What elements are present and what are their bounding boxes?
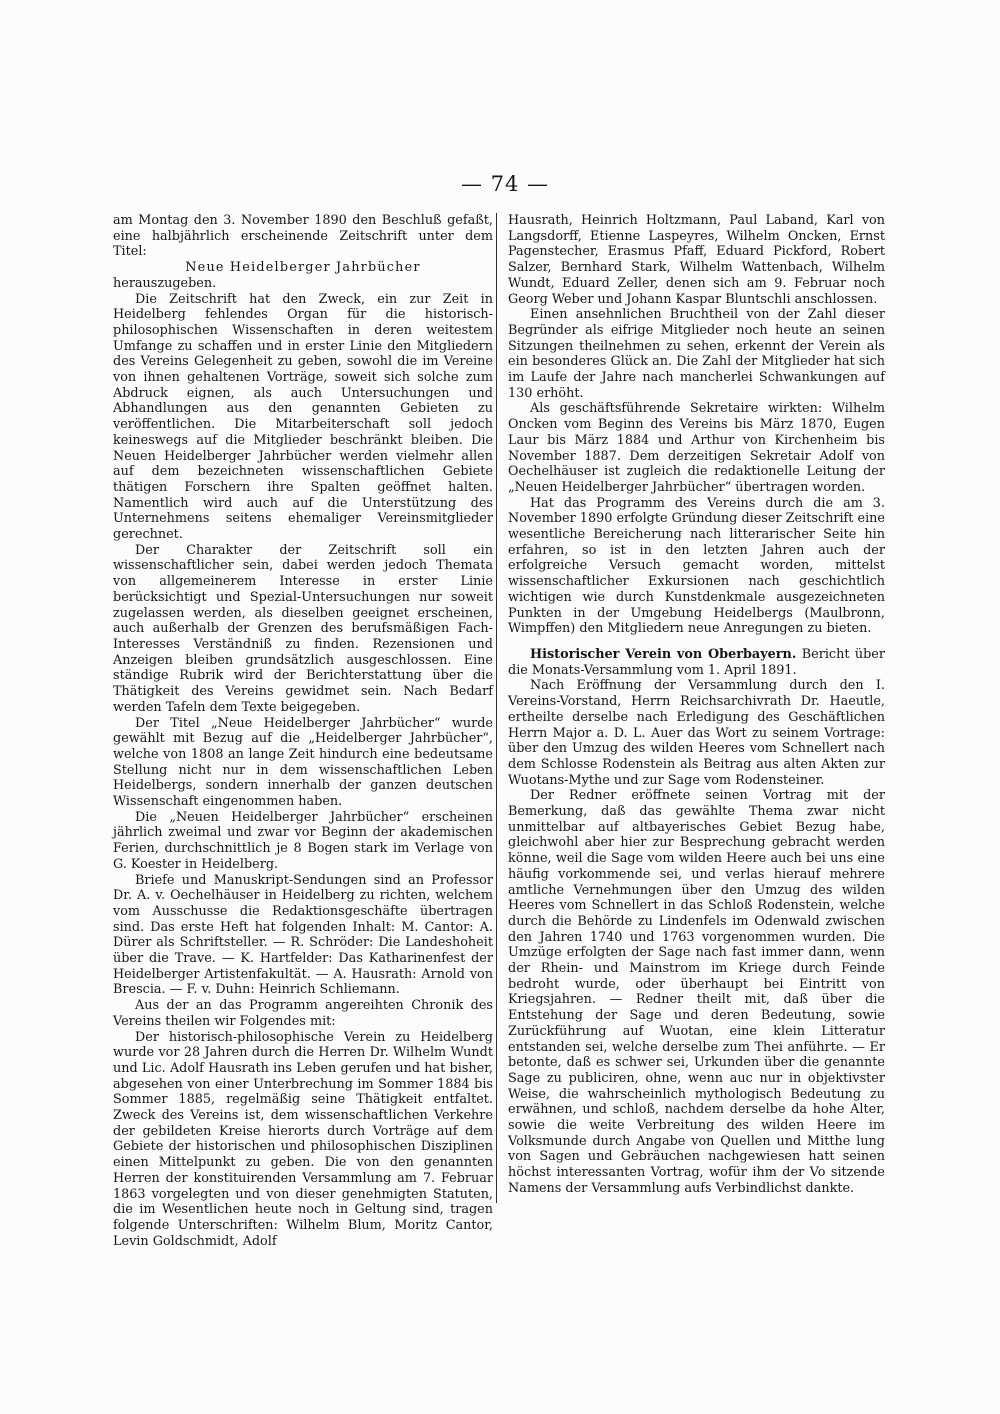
paragraph-text: Der Titel „Neue Heidelberger Jahrbücher“ wurde gewählt mit Bezug auf die „Heidelberger Jahrbücher“, welche von 1808 an lange Zeit hindurch eine bedeutsame Stellung nicht nur in dem wissenschaftlichen Leben Heidelbergs, sondern innerhalb der ganzen deutschen Wissenschaft eingenommen haben. <box>113 715 493 810</box>
paragraph-text: Der historisch-philosophische Verein zu Heidelberg wurde vor 28 Jahren durch die Herren Dr. Wilhelm Wundt und Lic. Adolf Hausrath ins Leben gerufen und hat bisher, abgesehen von einer Unterbrechung im Sommer 1884 bis Sommer 1885, regelmäßig seine Thätigkeit entfaltet. Zweck des Vereins ist, dem wissenschaftlichen Verkehre der gebildeten Kreise hierorts durch Vorträge auf dem Gebiete der historischen und philosophischen Disziplinen einen Mittelpunkt zu geben. Die von den genannten Herren der konstituirenden Versammlung am 7. Februar 1863 vorgelegten und von dieser genehmigten Statuten, die im Wesentlichen heute noch in Geltung sind, tragen folgende Unterschriften: Wilhelm Blum, Moritz Cantor, Levin Goldschmidt, Adolf <box>113 1029 493 1249</box>
paragraph-text: Einen ansehnlichen Bruchtheil von der Zahl dieser Begründer als eifrige Mitglieder noch heute an seinen Sitzungen theilnehmen zu sehen, erkennt der Verein als ein besonderes Glück an. Die Zahl der Mitglieder hat sich im Laufe der Jahre nach mancherlei Schwankungen auf 130 erhöht. <box>508 307 885 401</box>
paragraph-text: Neue Heidelberger Jahrbücher <box>185 260 421 276</box>
paragraph <box>508 307 885 401</box>
paragraph <box>508 788 885 1196</box>
paragraph-text: Als geschäftsführende Sekretaire wirkten: Wilhelm Oncken vom Beginn des Vereins bis März 1870, Eugen Laur bis März 1884 und Arthur von Kirchenheim bis November 1887. Dem derzeitigen Sekretair Adolf von Oechelhäuser ist zugleich die redaktionelle Leitung der „Neuen Heidelberger Jahrbücher“ übertragen worden. <box>508 401 885 495</box>
paragraph-text: Aus der an das Programm angereihten Chronik des Vereins theilen wir Folgendes mit: <box>113 998 493 1029</box>
paragraph-text: Hausrath, Heinrich Holtzmann, Paul Laband, Karl von Langsdorff, Etienne Laspeyres, Wilhelm Oncken, Ernst Pagenstecher, Erasmus Pfaff, Eduard Pickford, Robert Salzer, Bernhard Stark, Wilhelm Wattenbach, Wilhelm Wundt, Eduard Zeller, denen sich am 9. Februar noch Georg Weber und Johann Kaspar Bluntschli anschlossen. <box>508 213 885 307</box>
paragraph <box>508 678 885 788</box>
paragraph <box>508 401 885 495</box>
paragraph <box>508 647 885 678</box>
page-number: — 74 — <box>460 172 550 196</box>
paragraph-text: Nach Eröffnung der Versammlung durch den I. Vereins-Vorstand, Herrn Reichsarchivrath Dr. Haeutle, ertheilte derselbe nach Erledigung des Geschäftlichen Herrn Major a. D. L. Auer das Wort zu seinem Vortrage: über den Umzug des wilden Heeres vom Schnellert nach dem Schlosse Rodenstein als Beitrag aus alten Akten zur Wuotans-Mythe und zur Sage vom Rodensteiner. <box>508 678 885 788</box>
paragraph <box>113 292 493 543</box>
paragraph-text: Briefe und Manuskript-Sendungen sind an Professor Dr. A. v. Oechelhäuser in Heidelberg zu richten, welchem vom Ausschusse die Redaktionsgeschäfte übertragen sind. Das erste Heft hat folgenden Inhalt: M. Cantor: A. Dürer als Schriftsteller. — R. Schröder: Die Landeshoheit über die Trave. — K. Hartfelder: Das Katharinenfest der Heidelberger Artistenfakultät. — A. Hausrath: Arnold von Brescia. — F. v. Duhn: Heinrich Schliemann. <box>113 872 493 998</box>
paragraph-text: Die Zeitschrift hat den Zweck, ein zur Zeit in Heidelberg fehlendes Organ für die historisch-philosophischen Wissenschaften in deren weitestem Umfange zu schaffen und in erster Linie den Mitgliedern des Vereins Gelegenheit zu geben, sowohl die im Vereine von ihnen gehaltenen Vorträge, soweit sich solche zum Abdruck eignen, als auch Untersuchungen und Abhandlungen aus den genannten Gebieten zu veröffentlichen. Die Mitarbeiterschaft soll jedoch keineswegs auf die Mitglieder beschränkt bleiben. Die Neuen Heidelberger Jahrbücher werden vielmehr allen auf dem bezeichneten wissenschaftlichen Gebiete thätigen Forschern ihre Spalten geöffnet halten. Namentlich wird auch auf die Unterstützung des Unternehmens seitens ehemaliger Vereinsmitglieder gerechnet. <box>113 291 493 543</box>
paragraph <box>113 276 493 292</box>
paragraph <box>113 543 493 716</box>
paragraph <box>113 1030 493 1250</box>
paragraph <box>113 998 493 1029</box>
paragraph-text: Hat das Programm des Vereins durch die am 3. November 1890 erfolgte Gründung dieser Zeitschrift eine wesentliche Bereicherung nach litterarischer Seite hin erfahren, so ist in den letzten Jahren auch der erfolgreiche Versuch gemacht worden, mittelst wissenschaftlicher Exkursionen nach geschichtlich wichtigen wie durch Kunstdenkmale ausgezeichneten Punkten in der Umgebung Heidelbergs (Maulbronn, Wimpffen) den Mitgliedern neue Anregungen zu bieten. <box>508 495 885 637</box>
paragraph <box>508 213 885 307</box>
section-heading: Historischer Verein von Oberbayern. <box>530 646 797 662</box>
left-text-column <box>113 213 493 1249</box>
paragraph <box>113 716 493 810</box>
paragraph <box>113 260 493 276</box>
column-divider <box>496 213 497 1203</box>
paragraph-text: Der Redner eröffnete seinen Vortrag mit der Bemerkung, daß das gewählte Thema zwar nicht unmittelbar auf altbayerisches Gebiet Bezug habe, gleichwohl aber hier zur Besprechung gebracht werden könne, weil die Sage vom wilden Heere auch bei uns eine häufig vorkommende sei, und verlas hierauf mehrere amtliche Vernehmungen über den Umzug des wilden Heeres vom Schnellert in das Schloß Rodenstein, welche durch die Behörde zu Lindenfels im Odenwald zwischen den Jahren 1740 und 1763 vorgenommen wurden. Die Umzüge erfolgten der Sage nach fast immer dann, wenn der Rhein- und Mainstrom im Kriege durch Feinde bedroht wurde, oder überhaupt bei Eintritt von Kriegsjahren. — Redner theilt mit, daß über die Entstehung der Sage und deren Bedeutung, sowie Zurückführung auf Wuotan, eine klein Litteratur entstanden sei, welche derselbe zum Thei anführte. — Er betonte, daß es schwer sei, Urkunden über die genannte Sage zu publiciren, ohne, wenn auc nur in objektivster Weise, die wahrscheinlich mythologisch Bedeutung zu erwähnen, und schloß, nachdem derselbe da hohe Alter, sowie die weite Verbreitung des wilden Heere im Volksmunde durch Angabe von Quellen und Mitthe lung von Sagen und Gebräuchen nachgewiesen hatt seinen höchst interessanten Vortrag, wofür ihm der Vo sitzende Namens der Versammlung aufs Verbindlichst dankte. <box>508 788 885 1196</box>
paragraph-text: am Montag den 3. November 1890 den Beschluß gefaßt, eine halbjährlich erscheinende Zeitschrift unter dem Titel: <box>113 213 493 260</box>
paragraph-text: Der Charakter der Zeitschrift soll ein wissenschaftlicher sein, dabei werden jedoch Themata von allgemeinerem Interesse in erster Linie berücksichtigt und Spezial-Untersuchungen nur soweit zugelassen werden, als dieselben geeignet erscheinen, auch außerhalb der Grenzen des berufsmäßigen Fach-Interesses Verständniß zu finden. Rezensionen und Anzeigen bleiben grundsätzlich ausgeschlossen. Eine ständige Rubrik wird der Berichterstattung über die Thätigkeit des Vereins gewidmet sein. Nach Bedarf werden Tafeln dem Texte beigegeben. <box>113 542 493 715</box>
paragraph-text: Bericht über die Monats-Versammlung vom 1. April 1891. <box>508 646 885 678</box>
paragraph <box>508 496 885 637</box>
right-text-column <box>508 213 885 1197</box>
paragraph <box>113 213 493 260</box>
paragraph-text: herauszugeben. <box>113 275 217 291</box>
paragraph <box>113 873 493 999</box>
paragraph <box>113 810 493 873</box>
paragraph-text: Die „Neuen Heidelberger Jahrbücher“ erscheinen jährlich zweimal und zwar vor Beginn der akademischen Ferien, durchschnittlich je 8 Bogen stark im Verlage von G. Koester in Heidelberg. <box>113 809 493 872</box>
